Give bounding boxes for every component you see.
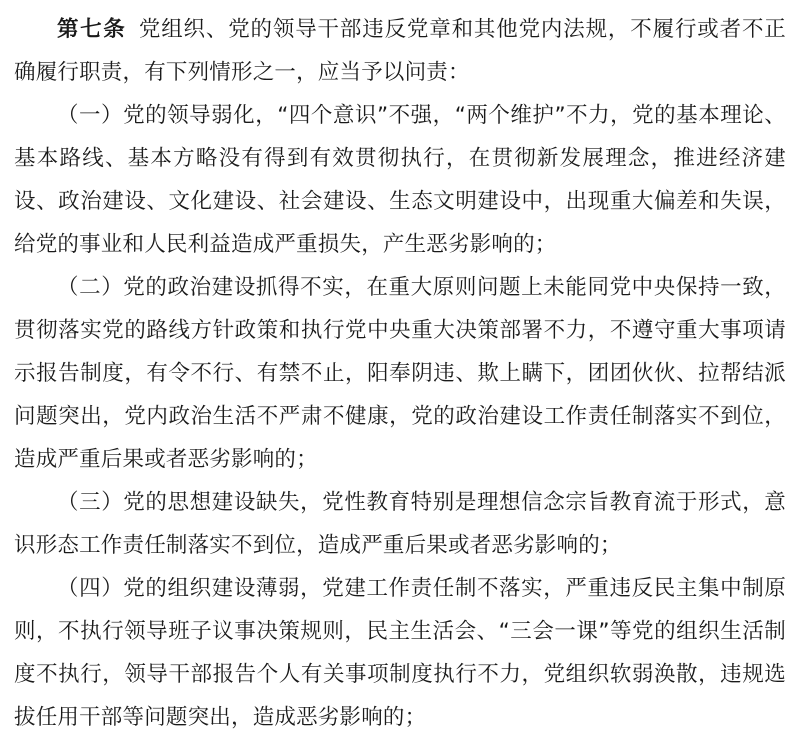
paragraph-item-one: （一）党的领导弱化，“四个意识”不强，“两个维护”不力，党的基本理论、基本路线、基本方略没有得到有效贯彻执行，在贯彻新发展理念，推进经济建设、政治建设、文化建设、社会建设、生态文明建设中，出现重大偏差和失误，给党的事业和人民利益造成严重损失，产生恶劣影响的； <box>14 103 786 257</box>
paragraph-article-seven-opening <box>14 8 786 94</box>
article-number-label: 第七条 <box>57 17 127 42</box>
paragraph-item-two: （二）党的政治建设抓得不实，在重大原则问题上未能同党中央保持一致，贯彻落实党的路线方针政策和执行党中央重大决策部署不力，不遵守重大事项请示报告制度，有令不行、有禁不止，阳奉阴违、欺上瞒下，团团伙伙、拉帮结派问题突出，党内政治生活不严肃不健康，党的政治建设工作责任制落实不到位，造成严重后果或者恶劣影响的； <box>14 275 786 472</box>
document-body <box>14 8 786 739</box>
paragraph-item-four: （四）党的组织建设薄弱，党建工作责任制不落实，严重违反民主集中制原则，不执行领导班子议事决策规则，民主生活会、“三会一课”等党的组织生活制度不执行，领导干部报告个人有关事项制度执行不力，党组织软弱涣散，违规选拔任用干部等问题突出，造成恶劣影响的； <box>14 576 786 730</box>
paragraph-item-three: （三）党的思想建设缺失，党性教育特别是理想信念宗旨教育流于形式，意识形态工作责任制落实不到位，造成严重后果或者恶劣影响的； <box>14 490 786 558</box>
paragraph-text: 党组织、党的领导干部违反党章和其他党内法规，不履行或者不正确履行职责，有下列情形之一，应当予以问责： <box>14 17 786 85</box>
